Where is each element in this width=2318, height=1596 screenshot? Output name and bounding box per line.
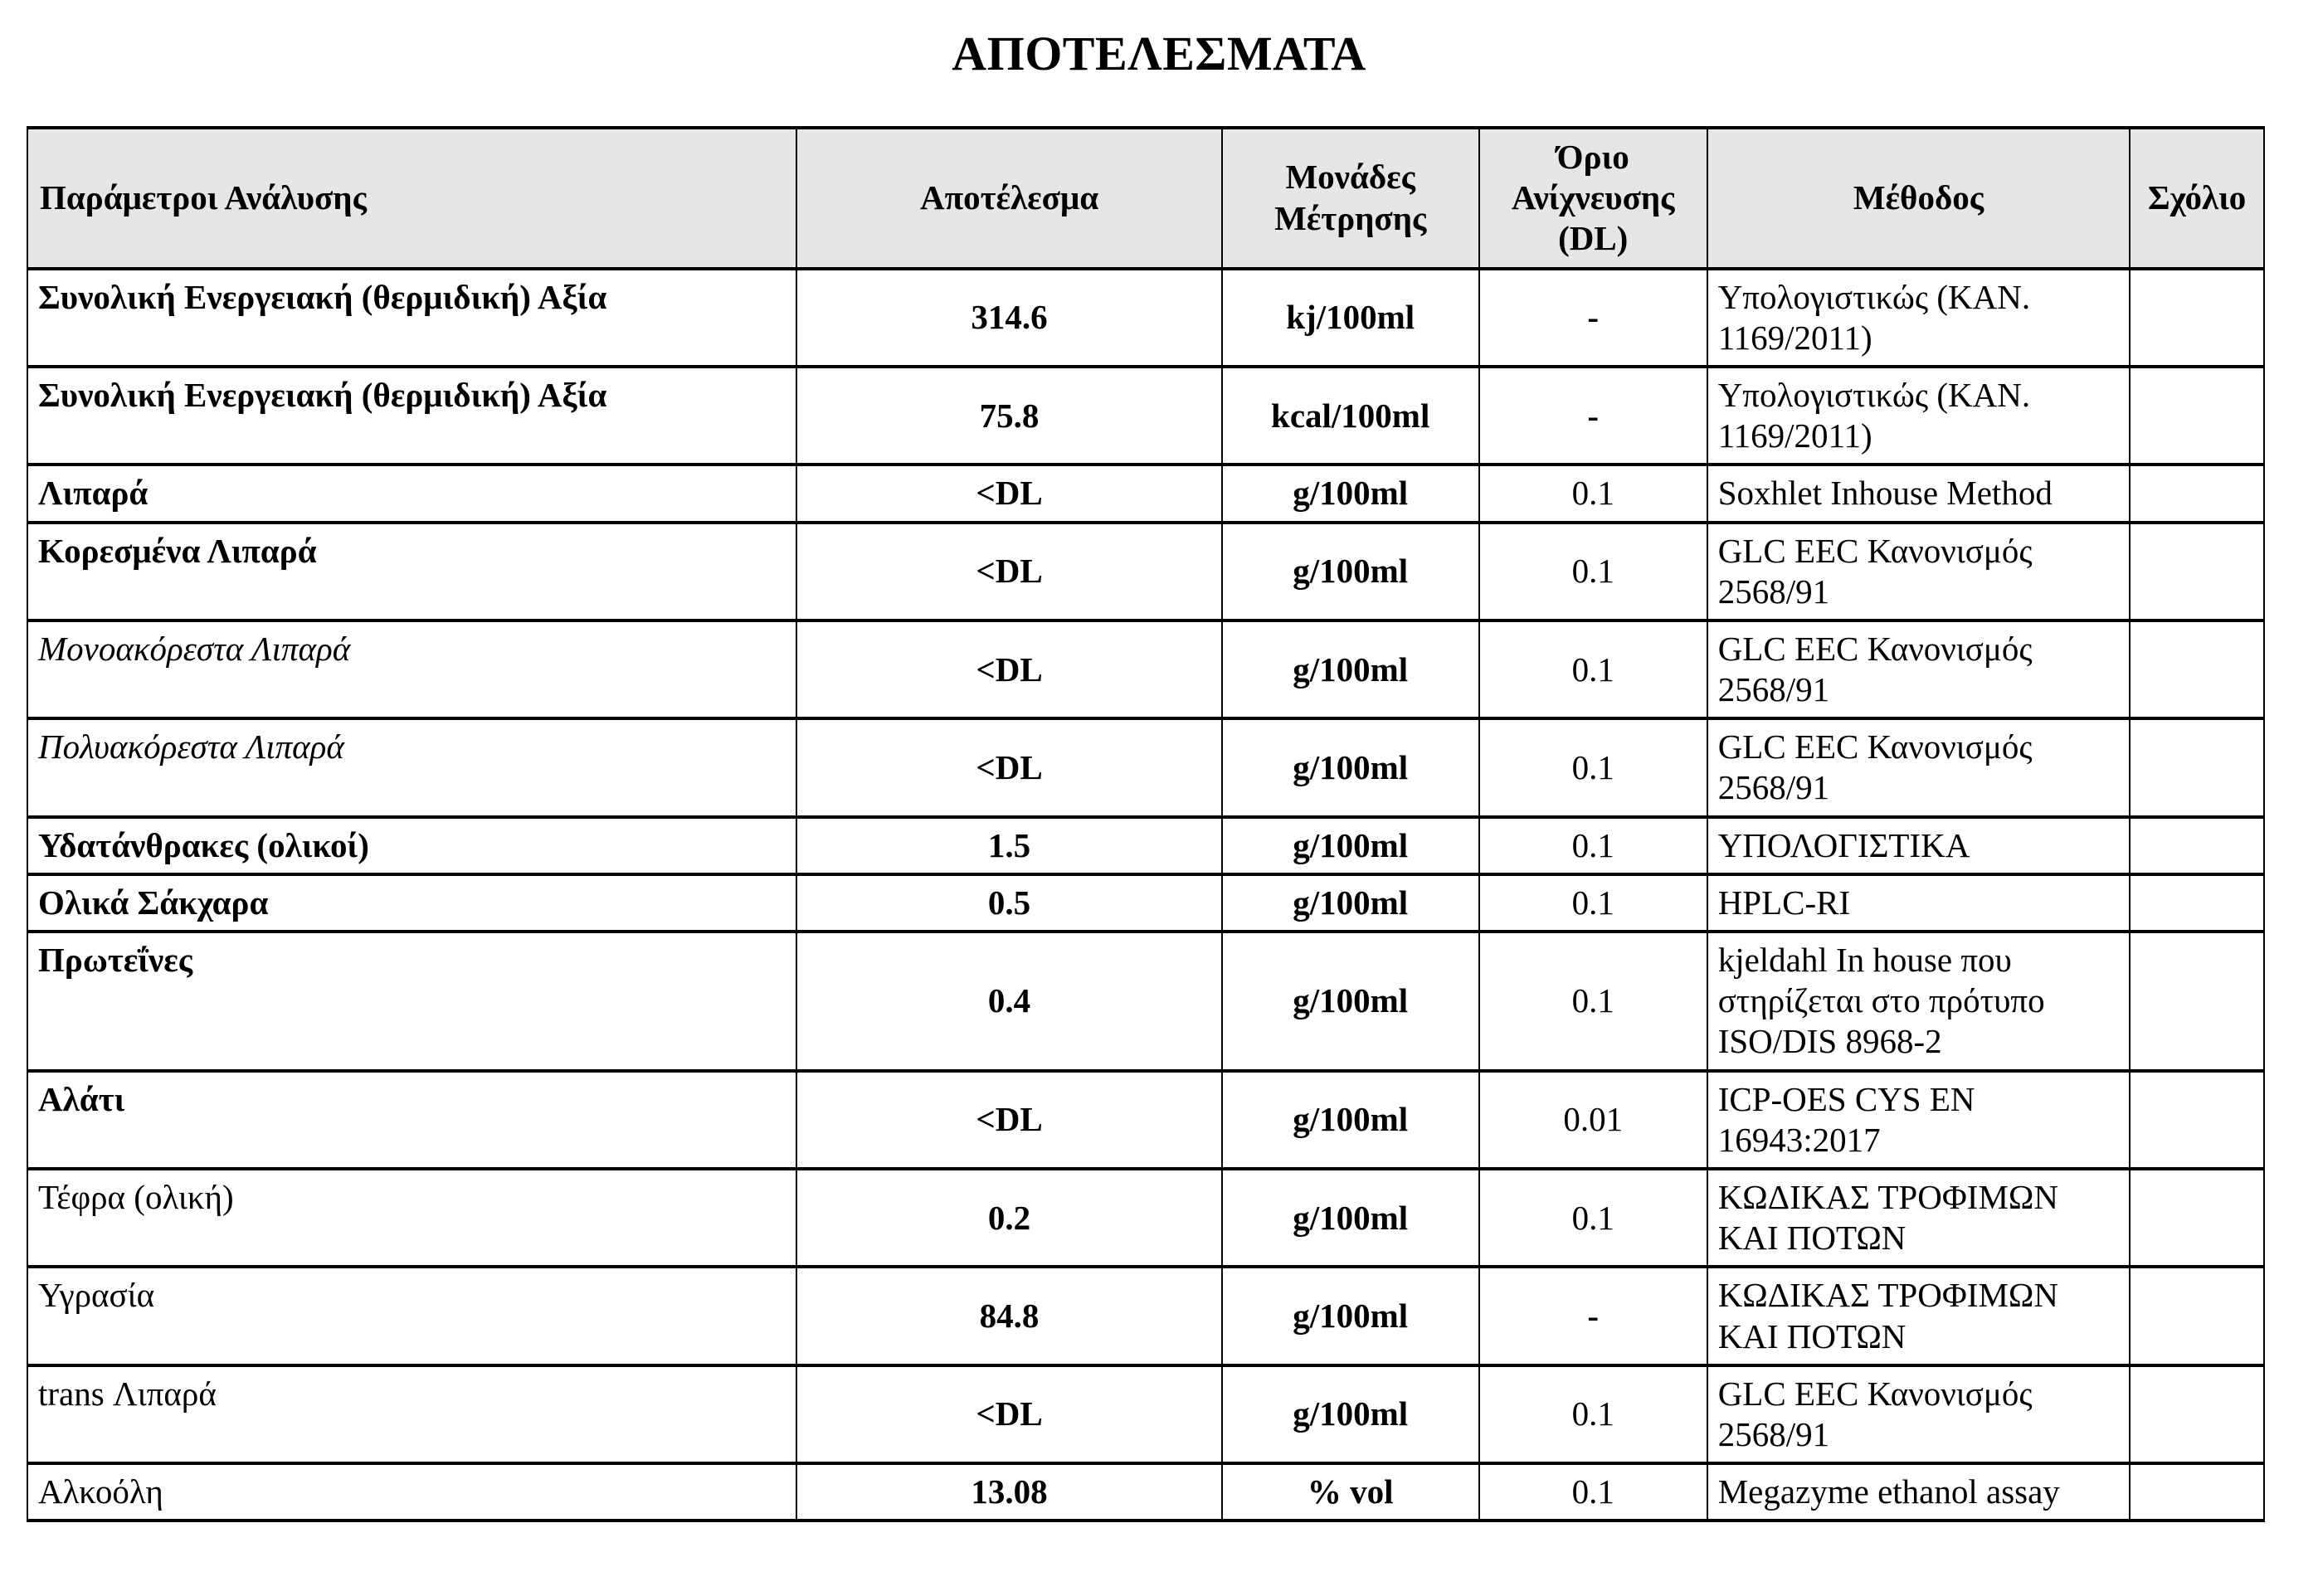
units-cell: g/100ml xyxy=(1222,523,1479,620)
comment-cell xyxy=(2130,874,2264,932)
parameter-cell: Λιπαρά xyxy=(27,465,796,522)
units-cell: g/100ml xyxy=(1222,932,1479,1071)
detection-limit-cell: 0.1 xyxy=(1479,1463,1707,1521)
units-cell: kcal/100ml xyxy=(1222,367,1479,465)
result-cell: <DL xyxy=(796,1365,1221,1463)
units-cell: g/100ml xyxy=(1222,465,1479,522)
method-cell: Soxhlet Inhouse Method xyxy=(1707,465,2131,522)
method-cell: Υπολογιστικώς (ΚΑΝ. 1169/2011) xyxy=(1707,269,2131,367)
table-row xyxy=(27,874,2264,932)
detection-limit-cell: 0.1 xyxy=(1479,874,1707,932)
parameter-cell: Τέφρα (ολική) xyxy=(27,1169,796,1267)
comment-cell xyxy=(2130,1169,2264,1267)
units-cell: g/100ml xyxy=(1222,718,1479,816)
detection-limit-cell: - xyxy=(1479,1267,1707,1365)
parameter-cell: Πρωτεΐνες xyxy=(27,932,796,1071)
table-row xyxy=(27,817,2264,874)
comment-cell xyxy=(2130,269,2264,367)
method-cell: ΥΠΟΛΟΓΙΣΤΙΚΑ xyxy=(1707,817,2131,874)
detection-limit-cell: 0.1 xyxy=(1479,718,1707,816)
parameter-cell: Συνολική Ενεργειακή (θερμιδική) Αξία xyxy=(27,367,796,465)
parameter-cell: Υδατάνθρακες (ολικοί) xyxy=(27,817,796,874)
comment-cell xyxy=(2130,523,2264,620)
result-cell: 314.6 xyxy=(796,269,1221,367)
table-row xyxy=(27,269,2264,367)
table-row xyxy=(27,620,2264,718)
units-cell: kj/100ml xyxy=(1222,269,1479,367)
comment-cell xyxy=(2130,367,2264,465)
column-header-comment: Σχόλιο xyxy=(2130,128,2264,269)
comment-cell xyxy=(2130,1365,2264,1463)
method-cell: ΚΩΔΙΚΑΣ ΤΡΟΦΙΜΩΝ ΚΑΙ ΠΟΤΩΝ xyxy=(1707,1267,2131,1365)
result-cell: <DL xyxy=(796,620,1221,718)
units-cell: g/100ml xyxy=(1222,1267,1479,1365)
column-header-parameter: Παράμετροι Ανάλυσης xyxy=(27,128,796,269)
comment-cell xyxy=(2130,817,2264,874)
method-cell: GLC EEC Κανονισμός 2568/91 xyxy=(1707,620,2131,718)
comment-cell xyxy=(2130,620,2264,718)
column-header-method: Μέθοδος xyxy=(1707,128,2131,269)
table-row xyxy=(27,1169,2264,1267)
detection-limit-cell: 0.1 xyxy=(1479,1365,1707,1463)
table-row xyxy=(27,1463,2264,1521)
table-row xyxy=(27,1071,2264,1169)
result-cell: <DL xyxy=(796,523,1221,620)
result-cell: 75.8 xyxy=(796,367,1221,465)
parameter-cell: Αλάτι xyxy=(27,1071,796,1169)
units-cell: g/100ml xyxy=(1222,874,1479,932)
detection-limit-cell: - xyxy=(1479,367,1707,465)
column-header-units: Μονάδες Μέτρησης xyxy=(1222,128,1479,269)
method-cell: GLC EEC Κανονισμός 2568/91 xyxy=(1707,1365,2131,1463)
method-cell: Megazyme ethanol assay xyxy=(1707,1463,2131,1521)
parameter-cell: Πολυακόρεστα Λιπαρά xyxy=(27,718,796,816)
detection-limit-cell: - xyxy=(1479,269,1707,367)
parameter-cell: Μονοακόρεστα Λιπαρά xyxy=(27,620,796,718)
comment-cell xyxy=(2130,1071,2264,1169)
column-header-result: Αποτέλεσμα xyxy=(796,128,1221,269)
detection-limit-cell: 0.1 xyxy=(1479,817,1707,874)
parameter-cell: Ολικά Σάκχαρα xyxy=(27,874,796,932)
parameter-cell: Υγρασία xyxy=(27,1267,796,1365)
result-cell: <DL xyxy=(796,1071,1221,1169)
units-cell: % vol xyxy=(1222,1463,1479,1521)
detection-limit-cell: 0.1 xyxy=(1479,1169,1707,1267)
comment-cell xyxy=(2130,1267,2264,1365)
comment-cell xyxy=(2130,465,2264,522)
detection-limit-cell: 0.1 xyxy=(1479,932,1707,1071)
table-header-row xyxy=(27,128,2264,269)
column-header-detection-limit: Όριο Ανίχνευσης (DL) xyxy=(1479,128,1707,269)
detection-limit-cell: 0.1 xyxy=(1479,620,1707,718)
table-row xyxy=(27,718,2264,816)
result-cell: 0.5 xyxy=(796,874,1221,932)
result-cell: 0.4 xyxy=(796,932,1221,1071)
page-title: ΑΠΟΤΕΛΕΣΜΑΤΑ xyxy=(952,27,1366,80)
detection-limit-cell: 0.1 xyxy=(1479,523,1707,620)
table-row xyxy=(27,1365,2264,1463)
method-cell: ΚΩΔΙΚΑΣ ΤΡΟΦΙΜΩΝ ΚΑΙ ΠΟΤΩΝ xyxy=(1707,1169,2131,1267)
units-cell: g/100ml xyxy=(1222,1071,1479,1169)
result-cell: 13.08 xyxy=(796,1463,1221,1521)
method-cell: Υπολογιστικώς (ΚΑΝ. 1169/2011) xyxy=(1707,367,2131,465)
units-cell: g/100ml xyxy=(1222,1169,1479,1267)
parameter-cell: Αλκοόλη xyxy=(27,1463,796,1521)
comment-cell xyxy=(2130,718,2264,816)
method-cell: GLC EEC Κανονισμός 2568/91 xyxy=(1707,718,2131,816)
result-cell: <DL xyxy=(796,465,1221,522)
comment-cell xyxy=(2130,1463,2264,1521)
parameter-cell: Κορεσμένα Λιπαρά xyxy=(27,523,796,620)
result-cell: <DL xyxy=(796,718,1221,816)
method-cell: kjeldahl In house που στηρίζεται στο πρότυπο ISO/DIS 8968-2 xyxy=(1707,932,2131,1071)
units-cell: g/100ml xyxy=(1222,620,1479,718)
detection-limit-cell: 0.1 xyxy=(1479,465,1707,522)
detection-limit-cell: 0.01 xyxy=(1479,1071,1707,1169)
results-table xyxy=(27,126,2265,1523)
results-table-body xyxy=(27,269,2264,1521)
units-cell: g/100ml xyxy=(1222,817,1479,874)
table-row xyxy=(27,1267,2264,1365)
parameter-cell: trans Λιπαρά xyxy=(27,1365,796,1463)
result-cell: 1.5 xyxy=(796,817,1221,874)
method-cell: ICP-OES CYS EN 16943:2017 xyxy=(1707,1071,2131,1169)
parameter-cell: Συνολική Ενεργειακή (θερμιδική) Αξία xyxy=(27,269,796,367)
method-cell: GLC EEC Κανονισμός 2568/91 xyxy=(1707,523,2131,620)
table-row xyxy=(27,523,2264,620)
units-cell: g/100ml xyxy=(1222,1365,1479,1463)
result-cell: 0.2 xyxy=(796,1169,1221,1267)
result-cell: 84.8 xyxy=(796,1267,1221,1365)
method-cell: HPLC-RI xyxy=(1707,874,2131,932)
table-row xyxy=(27,932,2264,1071)
comment-cell xyxy=(2130,932,2264,1071)
table-row xyxy=(27,465,2264,522)
table-row xyxy=(27,367,2264,465)
